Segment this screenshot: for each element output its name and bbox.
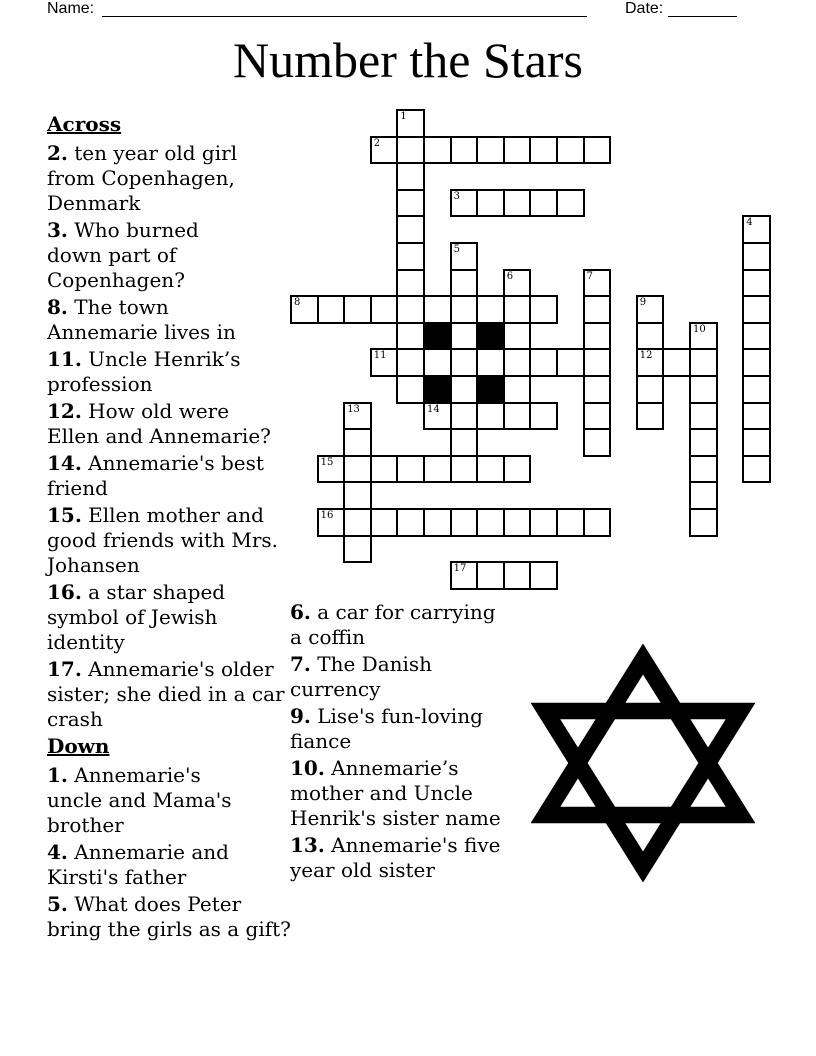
grid-cell-r5-c6[interactable] [450, 242, 479, 271]
clue-number: 15. [47, 503, 82, 527]
grid-black-cell [476, 322, 505, 351]
grid-cell-r9-c9[interactable] [529, 348, 558, 377]
grid-black-cell [423, 322, 452, 351]
grid-cell-r4-c4[interactable] [396, 215, 425, 244]
grid-cell-r13-c3[interactable] [370, 455, 399, 484]
clue-down-5: 5. What does Peter bring the girls as a gift? [47, 892, 291, 941]
clue-number: 16. [47, 580, 82, 604]
name-input-line[interactable] [102, 1, 587, 17]
grid-cell-r15-c3[interactable] [370, 508, 399, 537]
grid-cell-r17-c6[interactable] [450, 561, 479, 590]
grid-cell-r9-c8[interactable] [503, 348, 532, 377]
grid-cell-r9-c13[interactable] [636, 348, 665, 377]
grid-cell-r13-c15[interactable] [689, 455, 718, 484]
grid-cell-r7-c9[interactable] [529, 295, 558, 324]
grid-cell-r15-c11[interactable] [583, 508, 612, 537]
clue-number: 1. [47, 763, 68, 787]
clue-across-8: 8. The town Annemarie lives in [47, 295, 236, 344]
grid-cell-r3-c9[interactable] [529, 189, 558, 218]
clue-number: 2. [47, 141, 68, 165]
clue-across-14: 14. Annemarie's best friend [47, 451, 264, 500]
grid-cell-r10-c13[interactable] [636, 375, 665, 404]
clue-number: 10. [290, 756, 325, 780]
date-input-line[interactable] [668, 1, 737, 17]
grid-cell-r9-c4[interactable] [396, 348, 425, 377]
grid-cell-r9-c17[interactable] [742, 348, 771, 377]
grid-black-cell [423, 375, 452, 404]
grid-cell-r5-c4[interactable] [396, 242, 425, 271]
down-heading: Down [47, 734, 110, 758]
grid-cell-r1-c6[interactable] [450, 136, 479, 165]
grid-cell-r11-c15[interactable] [689, 402, 718, 431]
grid-cell-r7-c17[interactable] [742, 295, 771, 324]
grid-cell-r15-c7[interactable] [476, 508, 505, 537]
down-clue-list-middle [290, 600, 512, 883]
grid-cell-r15-c8[interactable] [503, 508, 532, 537]
across-clue-list [47, 141, 297, 732]
star-of-david-icon [531, 644, 755, 882]
grid-cell-r3-c7[interactable] [476, 189, 505, 218]
clue-number: 5. [47, 892, 68, 916]
grid-cell-r13-c7[interactable] [476, 455, 505, 484]
grid-cell-number: 14 [427, 403, 440, 415]
grid-cell-r11-c2[interactable] [343, 402, 372, 431]
grid-cell-number: 4 [746, 217, 753, 229]
clue-number: 3. [47, 218, 68, 242]
grid-cell-r14-c15[interactable] [689, 481, 718, 510]
grid-cell-r15-c10[interactable] [556, 508, 585, 537]
grid-cell-r7-c3[interactable] [370, 295, 399, 324]
grid-cell-r9-c14[interactable] [662, 348, 691, 377]
grid-cell-number: 12 [639, 350, 653, 362]
grid-cell-r6-c6[interactable] [450, 269, 479, 298]
grid-cell-r1-c10[interactable] [556, 136, 585, 165]
grid-cell-r8-c13[interactable] [636, 322, 665, 351]
grid-cell-r7-c1[interactable] [317, 295, 346, 324]
grid-cell-r12-c11[interactable] [583, 428, 612, 457]
grid-cell-r9-c10[interactable] [556, 348, 585, 377]
grid-cell-r10-c15[interactable] [689, 375, 718, 404]
grid-cell-number: 7 [586, 270, 593, 282]
grid-cell-r13-c1[interactable] [317, 455, 346, 484]
grid-cell-r13-c17[interactable] [742, 455, 771, 484]
grid-cell-r8-c17[interactable] [742, 322, 771, 351]
grid-cell-number: 9 [639, 297, 647, 309]
grid-cell-r7-c7[interactable] [476, 295, 505, 324]
grid-cell-r11-c7[interactable] [476, 402, 505, 431]
grid-cell-r11-c13[interactable] [636, 402, 665, 431]
grid-cell-number: 17 [453, 563, 467, 575]
grid-cell-r8-c4[interactable] [396, 322, 425, 351]
grid-cell-r9-c7[interactable] [476, 348, 505, 377]
grid-cell-r8-c6[interactable] [450, 322, 479, 351]
grid-cell-number: 11 [373, 350, 387, 362]
clue-number: 12. [47, 399, 82, 423]
grid-cell-r11-c8[interactable] [503, 402, 532, 431]
grid-cell-r3-c6[interactable] [450, 189, 479, 218]
grid-cell-r10-c8[interactable] [503, 375, 532, 404]
grid-cell-r13-c6[interactable] [450, 455, 479, 484]
grid-cell-r16-c2[interactable] [343, 535, 372, 564]
grid-cell-r3-c4[interactable] [396, 189, 425, 218]
grid-cell-r12-c6[interactable] [450, 428, 479, 457]
clue-number: 8. [47, 295, 68, 319]
grid-cell-r1-c5[interactable] [423, 136, 452, 165]
grid-cell-r3-c8[interactable] [503, 189, 532, 218]
grid-cell-r13-c8[interactable] [503, 455, 532, 484]
grid-cell-r9-c5[interactable] [423, 348, 452, 377]
clue-across-12: 12. How old were Ellen and Annemarie? [47, 399, 271, 448]
clue-down-4: 4. Annemarie and Kirsti's father [47, 840, 229, 889]
grid-cell-r7-c11[interactable] [583, 295, 612, 324]
grid-black-cell [476, 375, 505, 404]
date-label: Date: [625, 0, 664, 17]
grid-cell-r10-c6[interactable] [450, 375, 479, 404]
grid-cell-r10-c11[interactable] [583, 375, 612, 404]
clue-across-3: 3. Who burned down part of Copenhagen? [47, 218, 199, 292]
clue-number: 17. [47, 657, 82, 681]
clue-column-middle [290, 600, 512, 885]
grid-cell-r6-c8[interactable] [503, 269, 532, 298]
grid-cell-r9-c11[interactable] [583, 348, 612, 377]
grid-cell-r8-c8[interactable] [503, 322, 532, 351]
grid-cell-r7-c13[interactable] [636, 295, 665, 324]
clue-across-17: 17. Annemarie's older sister; she died in a car crash [47, 657, 285, 731]
grid-cell-number: 2 [373, 137, 381, 149]
grid-cell-r1-c4[interactable] [396, 136, 425, 165]
grid-cell-r11-c17[interactable] [742, 402, 771, 431]
grid-cell-r11-c9[interactable] [529, 402, 558, 431]
grid-cell-r8-c15[interactable] [689, 322, 718, 351]
page-title: Number the Stars [233, 32, 583, 88]
grid-cell-r7-c8[interactable] [503, 295, 532, 324]
clue-number: 7. [290, 652, 311, 676]
grid-cell-r11-c6[interactable] [450, 402, 479, 431]
grid-cell-r17-c9[interactable] [529, 561, 558, 590]
grid-cell-number: 13 [347, 403, 360, 415]
grid-cell-r5-c17[interactable] [742, 242, 771, 271]
grid-cell-r0-c4[interactable] [396, 109, 425, 138]
grid-cell-r12-c17[interactable] [742, 428, 771, 457]
grid-cell-r1-c11[interactable] [583, 136, 612, 165]
clue-number: 6. [290, 600, 311, 624]
clue-across-11: 11. Uncle Henrik’s profession [47, 347, 241, 396]
across-heading: Across [47, 112, 122, 136]
grid-cell-r9-c15[interactable] [689, 348, 718, 377]
grid-cell-r11-c11[interactable] [583, 402, 612, 431]
clue-down-6: 6. a car for carrying a coffin [290, 600, 496, 649]
grid-cell-r15-c6[interactable] [450, 508, 479, 537]
clue-down-1: 1. Annemarie's uncle and Mama's brother [47, 763, 232, 837]
clue-column-left [47, 112, 297, 944]
grid-cell-r12-c15[interactable] [689, 428, 718, 457]
grid-cell-r10-c17[interactable] [742, 375, 771, 404]
grid-cell-r13-c4[interactable] [396, 455, 425, 484]
grid-cell-r15-c4[interactable] [396, 508, 425, 537]
grid-cell-r13-c2[interactable] [343, 455, 372, 484]
clue-number: 9. [290, 704, 311, 728]
grid-cell-number: 1 [400, 111, 407, 122]
clue-number: 4. [47, 840, 68, 864]
grid-cell-number: 16 [320, 510, 334, 521]
clue-across-2: 2. ten year old girl from Copenhagen, Denmark [47, 141, 238, 215]
grid-cell-r17-c7[interactable] [476, 561, 505, 590]
grid-cell-r1-c9[interactable] [529, 136, 558, 165]
grid-cell-r12-c2[interactable] [343, 428, 372, 457]
grid-cell-r8-c11[interactable] [583, 322, 612, 351]
clue-number: 14. [47, 451, 82, 475]
clue-number: 13. [290, 833, 325, 857]
clue-down-9: 9. Lise's fun-loving fiance [290, 704, 483, 753]
clue-down-13: 13. Annemarie's five year old sister [290, 833, 501, 882]
grid-cell-number: 3 [453, 190, 460, 202]
grid-cell-r3-c10[interactable] [556, 189, 585, 218]
grid-cell-number: 8 [294, 297, 301, 309]
grid-cell-r15-c9[interactable] [529, 508, 558, 537]
grid-cell-number: 10 [693, 323, 706, 335]
clue-across-15: 15. Ellen mother and good friends with Mrs. Johansen [47, 503, 278, 577]
grid-cell-r9-c3[interactable] [370, 348, 399, 377]
grid-cell-r4-c17[interactable] [742, 215, 771, 244]
grid-cell-r7-c6[interactable] [450, 295, 479, 324]
name-label: Name: [47, 0, 95, 17]
grid-cell-r14-c2[interactable] [343, 481, 372, 510]
grid-cell-r15-c1[interactable] [317, 508, 346, 537]
clue-number: 11. [47, 347, 82, 371]
grid-cell-r1-c3[interactable] [370, 136, 399, 165]
grid-cell-r11-c5[interactable] [423, 402, 452, 431]
grid-cell-r15-c5[interactable] [423, 508, 452, 537]
grid-cell-r6-c4[interactable] [396, 269, 425, 298]
grid-cell-r6-c17[interactable] [742, 269, 771, 298]
grid-cell-r7-c4[interactable] [396, 295, 425, 324]
grid-cell-r1-c8[interactable] [503, 136, 532, 165]
grid-cell-r15-c15[interactable] [689, 508, 718, 537]
grid-cell-number: 15 [320, 456, 334, 468]
grid-cell-r7-c5[interactable] [423, 295, 452, 324]
grid-cell-r2-c4[interactable] [396, 162, 425, 191]
down-clue-list-left [47, 763, 297, 942]
grid-cell-number: 6 [506, 270, 514, 282]
grid-cell-r9-c6[interactable] [450, 348, 479, 377]
grid-cell-r15-c2[interactable] [343, 508, 372, 537]
clue-across-16: 16. a star shaped symbol of Jewish identity [47, 580, 226, 654]
grid-cell-r17-c8[interactable] [503, 561, 532, 590]
grid-cell-r7-c2[interactable] [343, 295, 372, 324]
grid-cell-r10-c4[interactable] [396, 375, 425, 404]
grid-cell-number: 5 [453, 244, 460, 255]
grid-cell-r13-c5[interactable] [423, 455, 452, 484]
clue-down-10: 10. Annemarie’s mother and Uncle Henrik's sister name [290, 756, 501, 830]
grid-cell-r6-c11[interactable] [583, 269, 612, 298]
clue-down-7: 7. The Danish currency [290, 652, 433, 701]
grid-cell-r1-c7[interactable] [476, 136, 505, 165]
